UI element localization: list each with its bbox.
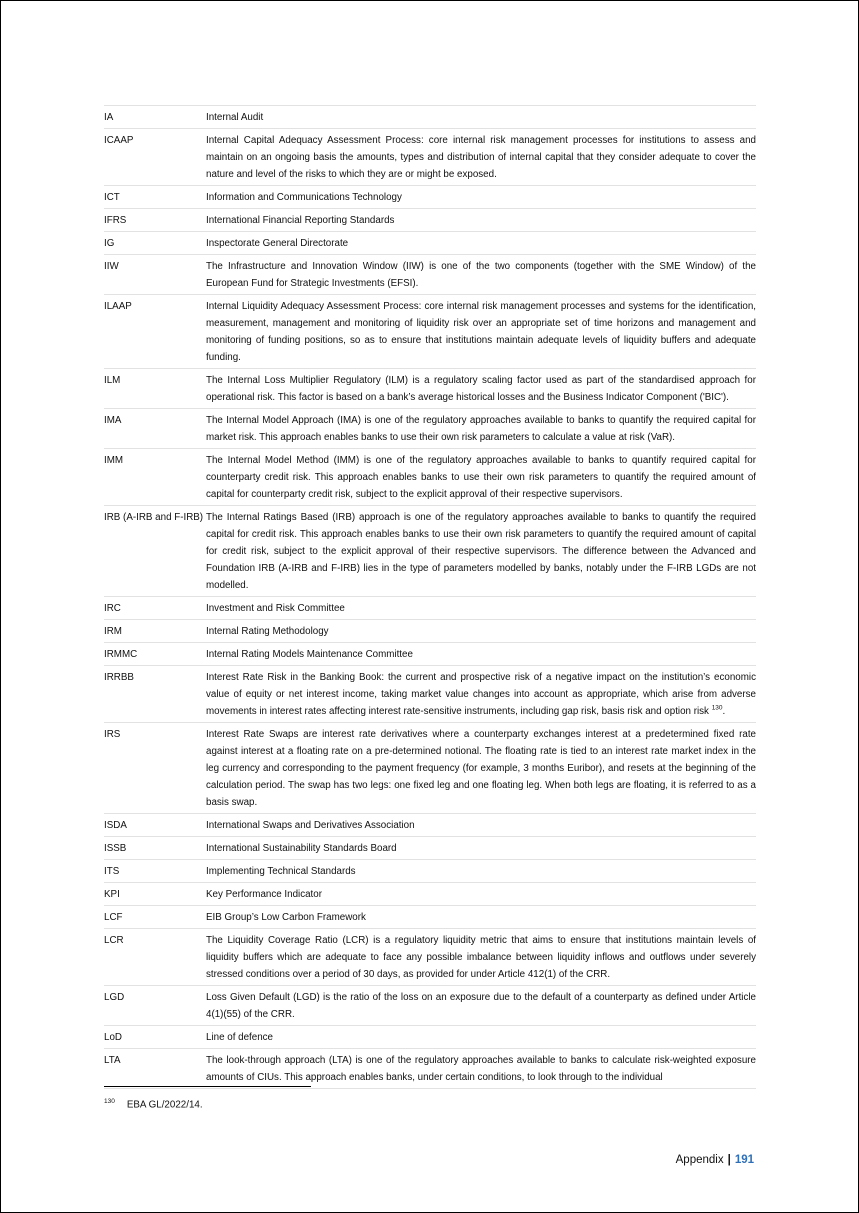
- glossary-term: ISSB: [104, 843, 127, 854]
- glossary-term: ILAAP: [104, 301, 132, 312]
- glossary-definition: [206, 132, 756, 183]
- definition-text: The Internal Model Approach (IMA) is one of the regulatory approaches available to banks to quantify the required capital for market risk. This approach enables banks to use their own risk parameters to calculate a value at risk (VaR).: [206, 415, 756, 443]
- glossary-definition: [206, 600, 756, 617]
- glossary-term: LCF: [104, 912, 123, 923]
- glossary-row: [104, 128, 756, 185]
- definition-text: The Liquidity Coverage Ratio (LCR) is a regulatory liquidity metric that aims to ensure that institutions maintain levels of liquidity buffers which are adequate to face any possible imbalance between liquidity inflows and outflows under severely stressed conditions over a period of 30 days, as provided for under Article 412(1) of the CRR.: [206, 935, 756, 980]
- glossary-definition: [206, 726, 756, 811]
- glossary-term: IFRS: [104, 215, 127, 226]
- definition-text: EIB Group’s Low Carbon Framework: [206, 912, 366, 923]
- glossary-row: [104, 985, 756, 1025]
- definition-text: Internal Rating Models Maintenance Committee: [206, 649, 413, 660]
- footnote-divider: [104, 1086, 311, 1087]
- glossary-definition: [206, 1029, 756, 1046]
- glossary-term: LGD: [104, 992, 125, 1003]
- glossary-definition: [206, 817, 756, 834]
- glossary-row: [104, 294, 756, 368]
- footnote-number: 130: [104, 1098, 115, 1105]
- glossary-definition: [206, 509, 756, 594]
- footer-section: Appendix: [675, 1154, 724, 1166]
- glossary-definition: [206, 989, 756, 1023]
- definition-text: Loss Given Default (LGD) is the ratio of the loss on an exposure due to the default of a counterparty as defined under Article 4(1)(55) of the CRR.: [206, 992, 756, 1020]
- definition-text: Interest Rate Swaps are interest rate derivatives where a counterparty exchanges interest at a predetermined fixed rate against interest at a floating rate on a pre-determined notional. The floating rate is tied to an interest rate market index in the leg currency and corresponding to the payment frequency (for example, 3 months Euribor), and resets at the beginning of the calculation period. The swap has two legs: one fixed leg and one floating leg. When both legs are floating, it is referred to as a basis swap.: [206, 729, 756, 808]
- glossary-row: [104, 928, 756, 985]
- definition-text: The Internal Loss Multiplier Regulatory (ILM) is a regulatory scaling factor used as part of the standardised approach for operational risk. This factor is based on a bank’s average historical losses and the Business Indicator Component ('BIC').: [206, 375, 756, 403]
- definition-text: The Internal Ratings Based (IRB) approach is one of the regulatory approaches available to banks to quantify the required capital for credit risk. This approach enables banks to use their own risk parameters to quantify the required amount of capital for credit risk, subject to the explicit approval of their respective supervisors. The difference between the Advanced and Foundation IRB (A-IRB and F-IRB) lies in the type of parameters modelled by banks, notably under the F-IRB LGDs are not modelled.: [206, 512, 756, 591]
- glossary-row: [104, 1048, 756, 1089]
- glossary-term: ICT: [104, 192, 120, 203]
- glossary-definition: [206, 1052, 756, 1086]
- glossary-row: [104, 505, 756, 596]
- glossary-term: IRM: [104, 626, 122, 637]
- glossary-row: [104, 448, 756, 505]
- definition-text: International Swaps and Derivatives Association: [206, 820, 415, 831]
- glossary-definition: [206, 372, 756, 406]
- definition-text: The Internal Model Method (IMM) is one of the regulatory approaches available to banks to quantify required capital for counterparty credit risk. This approach enables banks to use their own risk parameters to quantify the required amount of capital for counterparty credit risk, subject to the explicit approval of their respective supervisors.: [206, 455, 756, 500]
- definition-text: Investment and Risk Committee: [206, 603, 345, 614]
- glossary-definition: [206, 840, 756, 857]
- glossary-term: IRS: [104, 729, 121, 740]
- glossary-definition: [206, 258, 756, 292]
- definition-text: The Infrastructure and Innovation Window (IIW) is one of the two components (together with the SME Window) of the European Fund for Strategic Investments (EFSI).: [206, 261, 756, 289]
- glossary-definition: [206, 298, 756, 366]
- definition-text: Internal Audit: [206, 112, 264, 123]
- glossary-row: [104, 836, 756, 859]
- glossary-definition: [206, 863, 756, 880]
- glossary-row: [104, 231, 756, 254]
- glossary-row: [104, 813, 756, 836]
- glossary-definition: [206, 212, 756, 229]
- glossary-row: [104, 905, 756, 928]
- glossary-definition: [206, 452, 756, 503]
- page-footer: [676, 1154, 754, 1166]
- glossary-term: LCR: [104, 935, 124, 946]
- glossary-row: [104, 105, 756, 128]
- definition-text: International Sustainability Standards Board: [206, 843, 397, 854]
- glossary-definition: [206, 235, 756, 252]
- glossary-term: IRC: [104, 603, 121, 614]
- glossary-row: [104, 185, 756, 208]
- definition-text: Internal Capital Adequacy Assessment Process: core internal risk management processes for institutions to assess and maintain on an ongoing basis the amounts, types and distribution of internal capital that they consider adequate to cover the nature and level of the risks to which they are or might be exposed.: [206, 135, 756, 180]
- glossary-row: [104, 1025, 756, 1048]
- glossary-row: [104, 408, 756, 448]
- definition-text: Information and Communications Technology: [206, 192, 402, 203]
- glossary-definition: [206, 109, 756, 126]
- glossary-term: KPI: [104, 889, 120, 900]
- definition-text: The look-through approach (LTA) is one of the regulatory approaches available to banks to calculate risk-weighted exposure amounts of CIUs. This approach enables banks, under certain conditions, to look through to the individual: [206, 1055, 756, 1083]
- glossary-term: LTA: [104, 1055, 121, 1066]
- glossary-row: [104, 859, 756, 882]
- glossary-definition: [206, 623, 756, 640]
- glossary-term: ISDA: [104, 820, 127, 831]
- glossary-definition: [206, 189, 756, 206]
- glossary-term: IRB (A-IRB and F-IRB): [104, 512, 204, 523]
- glossary-definition: [206, 909, 756, 926]
- glossary-row: [104, 208, 756, 231]
- glossary-row: [104, 619, 756, 642]
- definition-text: Key Performance Indicator: [206, 889, 322, 900]
- glossary-term: ICAAP: [104, 135, 134, 146]
- glossary-row: [104, 722, 756, 813]
- glossary-term: IG: [104, 238, 115, 249]
- footnote: [104, 1098, 203, 1110]
- glossary-definition: [206, 886, 756, 903]
- page-number: 191: [734, 1154, 754, 1166]
- glossary-term: IMM: [104, 455, 124, 466]
- definition-text: Inspectorate General Directorate: [206, 238, 349, 249]
- glossary-table: [104, 105, 756, 1089]
- glossary-row: [104, 596, 756, 619]
- footnote-reference: 130: [711, 704, 723, 712]
- definition-text: International Financial Reporting Standards: [206, 215, 395, 226]
- definition-text: Interest Rate Risk in the Banking Book: the current and prospective risk of a negative impact on the institution’s economic value of equity or net interest income, taking market value changes into account as appropriate, which arise from adverse movements in interest rates affecting interest rate-sensitive instruments, including gap risk, basis risk and option risk: [206, 672, 756, 717]
- glossary-row: [104, 882, 756, 905]
- glossary-row: [104, 642, 756, 665]
- glossary-definition: [206, 646, 756, 663]
- definition-text: Implementing Technical Standards: [206, 866, 356, 877]
- glossary-term: IA: [104, 112, 114, 123]
- glossary-term: IMA: [104, 415, 122, 426]
- glossary-definition: [206, 932, 756, 983]
- glossary-definition: [206, 412, 756, 446]
- glossary-term: IRMMC: [104, 649, 138, 660]
- footnote-text: EBA GL/2022/14.: [126, 1099, 203, 1111]
- definition-tail: .: [722, 706, 726, 717]
- footer-separator: |: [727, 1154, 731, 1166]
- glossary-term: ITS: [104, 866, 120, 877]
- glossary-row: [104, 254, 756, 294]
- definition-text: Line of defence: [206, 1032, 273, 1043]
- glossary-definition: [206, 669, 756, 720]
- glossary-row: [104, 665, 756, 722]
- glossary-term: IRRBB: [104, 672, 134, 683]
- glossary-term: LoD: [104, 1032, 122, 1043]
- definition-text: Internal Rating Methodology: [206, 626, 329, 637]
- glossary-term: IIW: [104, 261, 119, 272]
- definition-text: Internal Liquidity Adequacy Assessment Process: core internal risk management processes and systems for the identification, measurement, management and monitoring of liquidity risk over an appropriate set of time horizons and management and monitoring of funding positions, so as to ensure that institutions maintain adequate levels of liquidity buffers and adequate funding.: [206, 301, 756, 363]
- glossary-row: [104, 368, 756, 408]
- glossary-term: ILM: [104, 375, 121, 386]
